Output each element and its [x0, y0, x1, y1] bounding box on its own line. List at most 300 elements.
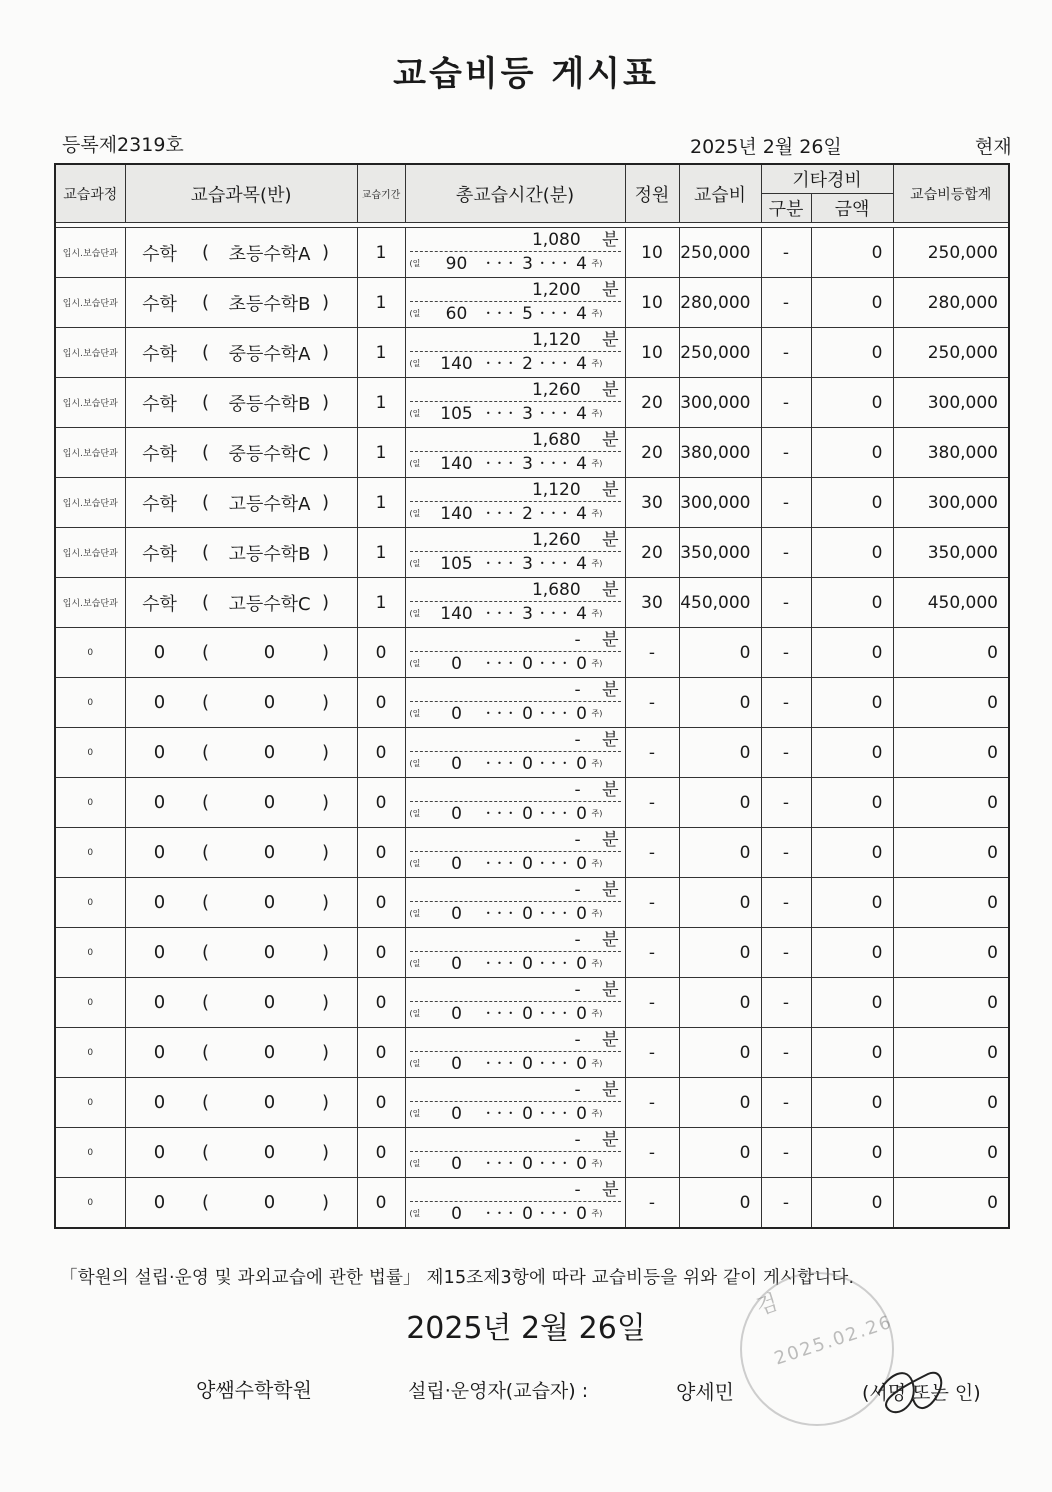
hours-cell	[405, 478, 625, 528]
period-cell: 1	[357, 228, 405, 278]
course-cell: 0	[55, 1028, 125, 1078]
paren-open: (	[201, 1092, 210, 1113]
week-label: 주)	[591, 809, 603, 818]
total-cell: 0	[893, 728, 1009, 778]
paren-close: )	[321, 1042, 330, 1063]
class-name: 0	[263, 1092, 276, 1113]
col-period: 교습기간	[357, 164, 405, 223]
course-cell: 0	[55, 728, 125, 778]
days-per-week: 0	[522, 1204, 533, 1224]
other-type-cell: -	[761, 928, 811, 978]
weeks: 4	[576, 604, 587, 624]
hours-cell	[405, 678, 625, 728]
fee-cell: 450,000	[679, 578, 761, 628]
weeks: 0	[576, 854, 587, 874]
other-type-cell: -	[761, 478, 811, 528]
total-cell: 0	[893, 1178, 1009, 1229]
dots-2: • • •	[539, 809, 570, 818]
course-cell: 입시.보습단과	[55, 478, 125, 528]
table-row	[55, 778, 1009, 828]
total-minutes: -	[574, 1080, 581, 1100]
subject-name: 0	[153, 692, 166, 713]
day-label: (일	[409, 1009, 421, 1018]
subject-cell	[125, 1178, 357, 1229]
other-type-cell: -	[761, 678, 811, 728]
total-cell: 0	[893, 628, 1009, 678]
subject-cell	[125, 728, 357, 778]
class-name: 고등수학A	[228, 493, 311, 515]
minute-unit: 분	[602, 980, 619, 1000]
minute-unit: 분	[602, 480, 619, 500]
day-label: (일	[409, 359, 421, 368]
hours-cell	[405, 528, 625, 578]
capacity-cell: -	[625, 678, 679, 728]
capacity-cell: 20	[625, 428, 679, 478]
class-name: 중등수학A	[228, 343, 311, 365]
subject-name: 0	[153, 892, 166, 913]
period-cell: 0	[357, 628, 405, 678]
fee-table	[54, 163, 1010, 1229]
minutes-per-day: 0	[451, 1204, 462, 1224]
total-cell: 0	[893, 828, 1009, 878]
days-per-week: 0	[522, 1104, 533, 1124]
total-minutes: -	[574, 680, 581, 700]
week-label: 주)	[591, 909, 603, 918]
subject-cell	[125, 828, 357, 878]
class-name: 0	[263, 892, 276, 913]
weeks: 4	[576, 404, 587, 424]
table-row	[55, 378, 1009, 428]
total-cell: 0	[893, 978, 1009, 1028]
total-minutes: -	[574, 980, 581, 1000]
subject-cell	[125, 428, 357, 478]
sign-label: (서명 또는 인)	[862, 1382, 981, 1404]
minutes-per-day: 0	[451, 904, 462, 924]
day-label: (일	[409, 509, 421, 518]
period-cell: 0	[357, 878, 405, 928]
other-type-cell: -	[761, 628, 811, 678]
hours-cell	[405, 1028, 625, 1078]
paren-close: )	[321, 592, 330, 613]
course-cell: 입시.보습단과	[55, 528, 125, 578]
minute-unit: 분	[602, 1030, 619, 1050]
dots-2: • • •	[539, 359, 570, 368]
dots-2: • • •	[539, 609, 570, 618]
capacity-cell: 10	[625, 228, 679, 278]
class-name: 중등수학C	[228, 443, 311, 465]
minute-unit: 분	[602, 230, 619, 250]
paren-open: (	[201, 892, 210, 913]
paren-close: )	[321, 1142, 330, 1163]
hours-cell	[405, 628, 625, 678]
minutes-per-day: 140	[440, 504, 473, 524]
page-title: 교습비등 게시표	[393, 54, 659, 94]
weeks: 0	[576, 704, 587, 724]
class-name: 0	[263, 942, 276, 963]
academy-name: 양쌤수학학원	[196, 1378, 312, 1402]
hours-cell	[405, 228, 625, 278]
total-cell: 250,000	[893, 328, 1009, 378]
col-other-amount: 금액	[811, 194, 893, 223]
total-minutes: -	[574, 1180, 581, 1200]
total-cell: 0	[893, 678, 1009, 728]
minutes-per-day: 0	[451, 1054, 462, 1074]
minute-unit: 분	[602, 1130, 619, 1150]
class-name: 0	[263, 742, 276, 763]
stamp-date-text: 2025.02.26	[771, 1311, 896, 1370]
capacity-cell: -	[625, 828, 679, 878]
weeks: 0	[576, 1054, 587, 1074]
paren-close: )	[321, 892, 330, 913]
capacity-cell: -	[625, 878, 679, 928]
dots-1: • • •	[485, 509, 516, 518]
minutes-per-day: 90	[445, 254, 468, 274]
day-label: (일	[409, 609, 421, 618]
other-type-cell: -	[761, 328, 811, 378]
day-label: (일	[409, 959, 421, 968]
subject-cell	[125, 678, 357, 728]
class-name: 초등수학A	[228, 243, 311, 265]
minute-unit: 분	[602, 580, 619, 600]
day-label: (일	[409, 1059, 421, 1068]
other-amount-cell: 0	[811, 528, 893, 578]
subject-name: 0	[153, 942, 166, 963]
dots-2: • • •	[539, 1009, 570, 1018]
other-amount-cell: 0	[811, 678, 893, 728]
day-label: (일	[409, 759, 421, 768]
total-minutes: 1,680	[531, 580, 581, 600]
subject-name: 0	[153, 842, 166, 863]
minute-unit: 분	[602, 880, 619, 900]
week-label: 주)	[591, 659, 603, 668]
minute-unit: 분	[602, 930, 619, 950]
table-row	[55, 928, 1009, 978]
days-per-week: 0	[522, 854, 533, 874]
hours-cell	[405, 978, 625, 1028]
dots-2: • • •	[539, 409, 570, 418]
other-amount-cell: 0	[811, 1178, 893, 1229]
minute-unit: 분	[602, 530, 619, 550]
other-type-cell: -	[761, 828, 811, 878]
paren-open: (	[201, 542, 210, 563]
paren-open: (	[201, 1192, 210, 1213]
week-label: 주)	[591, 959, 603, 968]
dots-1: • • •	[485, 309, 516, 318]
weeks: 0	[576, 754, 587, 774]
fee-cell: 380,000	[679, 428, 761, 478]
period-cell: 0	[357, 778, 405, 828]
other-type-cell: -	[761, 578, 811, 628]
table-row	[55, 478, 1009, 528]
weeks: 0	[576, 904, 587, 924]
subject-name: 수학	[142, 293, 177, 315]
class-name: 0	[263, 992, 276, 1013]
total-cell: 380,000	[893, 428, 1009, 478]
fee-cell: 300,000	[679, 378, 761, 428]
total-minutes: -	[574, 630, 581, 650]
weeks: 4	[576, 454, 587, 474]
fee-cell: 0	[679, 778, 761, 828]
other-type-cell: -	[761, 1128, 811, 1178]
minute-unit: 분	[602, 280, 619, 300]
subject-name: 수학	[142, 443, 177, 465]
days-per-week: 3	[522, 604, 533, 624]
capacity-cell: -	[625, 778, 679, 828]
other-amount-cell: 0	[811, 978, 893, 1028]
paren-open: (	[201, 992, 210, 1013]
capacity-cell: -	[625, 978, 679, 1028]
subject-cell	[125, 278, 357, 328]
fee-cell: 0	[679, 678, 761, 728]
course-cell: 0	[55, 628, 125, 678]
week-label: 주)	[591, 1159, 603, 1168]
days-per-week: 0	[522, 1154, 533, 1174]
table-header	[55, 164, 1009, 223]
table-row	[55, 578, 1009, 628]
col-other-type: 구분	[761, 194, 811, 223]
week-label: 주)	[591, 309, 603, 318]
day-label: (일	[409, 459, 421, 468]
paren-open: (	[201, 1042, 210, 1063]
paren-open: (	[201, 842, 210, 863]
subject-cell	[125, 878, 357, 928]
total-cell: 450,000	[893, 578, 1009, 628]
week-label: 주)	[591, 259, 603, 268]
subject-cell	[125, 228, 357, 278]
days-per-week: 0	[522, 954, 533, 974]
total-minutes: 1,120	[531, 480, 581, 500]
week-label: 주)	[591, 1109, 603, 1118]
week-label: 주)	[591, 709, 603, 718]
capacity-cell: -	[625, 1128, 679, 1178]
subject-cell	[125, 1028, 357, 1078]
subject-cell	[125, 1128, 357, 1178]
day-label: (일	[409, 1159, 421, 1168]
subject-name: 수학	[142, 343, 177, 365]
dots-1: • • •	[485, 1059, 516, 1068]
paren-close: )	[321, 542, 330, 563]
table-row	[55, 428, 1009, 478]
col-capacity: 정원	[625, 164, 679, 223]
days-per-week: 5	[522, 304, 533, 324]
paren-open: (	[201, 242, 210, 263]
table-row	[55, 328, 1009, 378]
period-cell: 1	[357, 478, 405, 528]
total-minutes: -	[574, 830, 581, 850]
paren-open: (	[201, 1142, 210, 1163]
minutes-per-day: 140	[440, 454, 473, 474]
capacity-cell: 10	[625, 278, 679, 328]
minutes-per-day: 0	[451, 754, 462, 774]
weeks: 0	[576, 1104, 587, 1124]
fee-cell: 0	[679, 828, 761, 878]
course-cell: 0	[55, 878, 125, 928]
dots-1: • • •	[485, 1009, 516, 1018]
day-label: (일	[409, 809, 421, 818]
total-minutes: 1,260	[531, 380, 581, 400]
dots-1: • • •	[485, 759, 516, 768]
other-amount-cell: 0	[811, 628, 893, 678]
days-per-week: 0	[522, 754, 533, 774]
fee-cell: 250,000	[679, 328, 761, 378]
col-subject: 교습과목(반)	[125, 164, 357, 223]
total-minutes: -	[574, 780, 581, 800]
dots-2: • • •	[539, 1209, 570, 1218]
dots-2: • • •	[539, 959, 570, 968]
period-cell: 0	[357, 1078, 405, 1128]
dots-1: • • •	[485, 609, 516, 618]
total-cell: 0	[893, 928, 1009, 978]
dots-2: • • •	[539, 759, 570, 768]
total-cell: 250,000	[893, 228, 1009, 278]
course-cell: 0	[55, 828, 125, 878]
days-per-week: 0	[522, 1054, 533, 1074]
course-cell: 입시.보습단과	[55, 378, 125, 428]
class-name: 0	[263, 1192, 276, 1213]
weeks: 4	[576, 254, 587, 274]
total-minutes: 1,200	[531, 280, 581, 300]
hours-cell	[405, 578, 625, 628]
subject-cell	[125, 478, 357, 528]
fee-cell: 0	[679, 1028, 761, 1078]
days-per-week: 3	[522, 404, 533, 424]
minutes-per-day: 0	[451, 1154, 462, 1174]
hours-cell	[405, 1078, 625, 1128]
other-type-cell: -	[761, 228, 811, 278]
table-row	[55, 728, 1009, 778]
minutes-per-day: 0	[451, 954, 462, 974]
paren-open: (	[201, 292, 210, 313]
subject-name: 0	[153, 1142, 166, 1163]
class-name: 초등수학B	[228, 293, 311, 315]
paren-close: )	[321, 1092, 330, 1113]
period-cell: 1	[357, 528, 405, 578]
stamp-top-text: 검	[753, 1290, 782, 1321]
table-row	[55, 1028, 1009, 1078]
fee-cell: 350,000	[679, 528, 761, 578]
total-minutes: 1,680	[531, 430, 581, 450]
other-type-cell: -	[761, 878, 811, 928]
period-cell: 0	[357, 978, 405, 1028]
hours-cell	[405, 728, 625, 778]
minutes-per-day: 0	[451, 1004, 462, 1024]
course-cell: 0	[55, 1128, 125, 1178]
class-name: 0	[263, 1142, 276, 1163]
hours-cell	[405, 378, 625, 428]
minute-unit: 분	[602, 680, 619, 700]
weeks: 0	[576, 954, 587, 974]
table-row	[55, 278, 1009, 328]
weeks: 0	[576, 1004, 587, 1024]
fee-cell: 0	[679, 978, 761, 1028]
minutes-per-day: 105	[440, 404, 473, 424]
fee-cell: 280,000	[679, 278, 761, 328]
table-row	[55, 678, 1009, 728]
col-fee: 교습비	[679, 164, 761, 223]
week-label: 주)	[591, 1009, 603, 1018]
subject-cell	[125, 528, 357, 578]
hours-cell	[405, 828, 625, 878]
week-label: 주)	[591, 409, 603, 418]
class-name: 0	[263, 1042, 276, 1063]
dots-1: • • •	[485, 809, 516, 818]
dots-1: • • •	[485, 1109, 516, 1118]
subject-name: 수학	[142, 493, 177, 515]
weeks: 0	[576, 1154, 587, 1174]
class-name: 고등수학B	[228, 543, 311, 565]
course-cell: 0	[55, 778, 125, 828]
dots-1: • • •	[485, 559, 516, 568]
course-cell: 0	[55, 928, 125, 978]
table-row	[55, 828, 1009, 878]
weeks: 4	[576, 504, 587, 524]
col-total: 교습비등합계	[893, 164, 1009, 223]
subject-name: 수학	[142, 393, 177, 415]
subject-cell	[125, 328, 357, 378]
col-other: 기타경비	[761, 164, 893, 194]
capacity-cell: -	[625, 1078, 679, 1128]
weeks: 0	[576, 1204, 587, 1224]
subject-cell	[125, 1078, 357, 1128]
hours-cell	[405, 1178, 625, 1229]
subject-name: 0	[153, 792, 166, 813]
day-label: (일	[409, 909, 421, 918]
period-cell: 0	[357, 1028, 405, 1078]
other-amount-cell: 0	[811, 578, 893, 628]
course-cell: 0	[55, 678, 125, 728]
minute-unit: 분	[602, 430, 619, 450]
hours-cell	[405, 428, 625, 478]
dots-1: • • •	[485, 409, 516, 418]
subject-cell	[125, 978, 357, 1028]
total-cell: 0	[893, 1128, 1009, 1178]
minute-unit: 분	[602, 630, 619, 650]
subject-name: 0	[153, 1042, 166, 1063]
subject-name: 수학	[142, 243, 177, 265]
minute-unit: 분	[602, 380, 619, 400]
total-minutes: 1,260	[531, 530, 581, 550]
course-cell: 입시.보습단과	[55, 228, 125, 278]
fee-cell: 0	[679, 928, 761, 978]
day-label: (일	[409, 859, 421, 868]
fee-cell: 0	[679, 728, 761, 778]
other-type-cell: -	[761, 278, 811, 328]
capacity-cell: 30	[625, 578, 679, 628]
other-amount-cell: 0	[811, 328, 893, 378]
week-label: 주)	[591, 509, 603, 518]
course-cell: 입시.보습단과	[55, 328, 125, 378]
capacity-cell: -	[625, 928, 679, 978]
subject-name: 0	[153, 1092, 166, 1113]
dots-1: • • •	[485, 1159, 516, 1168]
days-per-week: 3	[522, 454, 533, 474]
class-name: 0	[263, 842, 276, 863]
founder-label: 설립·운영자(교습자) :	[408, 1380, 589, 1402]
days-per-week: 0	[522, 704, 533, 724]
col-hours: 총교습시간(분)	[405, 164, 625, 223]
dots-2: • • •	[539, 659, 570, 668]
period-cell: 0	[357, 828, 405, 878]
table-row	[55, 1128, 1009, 1178]
week-label: 주)	[591, 1209, 603, 1218]
week-label: 주)	[591, 459, 603, 468]
fee-cell: 0	[679, 878, 761, 928]
other-amount-cell: 0	[811, 478, 893, 528]
period-cell: 1	[357, 378, 405, 428]
capacity-cell: -	[625, 628, 679, 678]
total-cell: 300,000	[893, 378, 1009, 428]
other-amount-cell: 0	[811, 1128, 893, 1178]
